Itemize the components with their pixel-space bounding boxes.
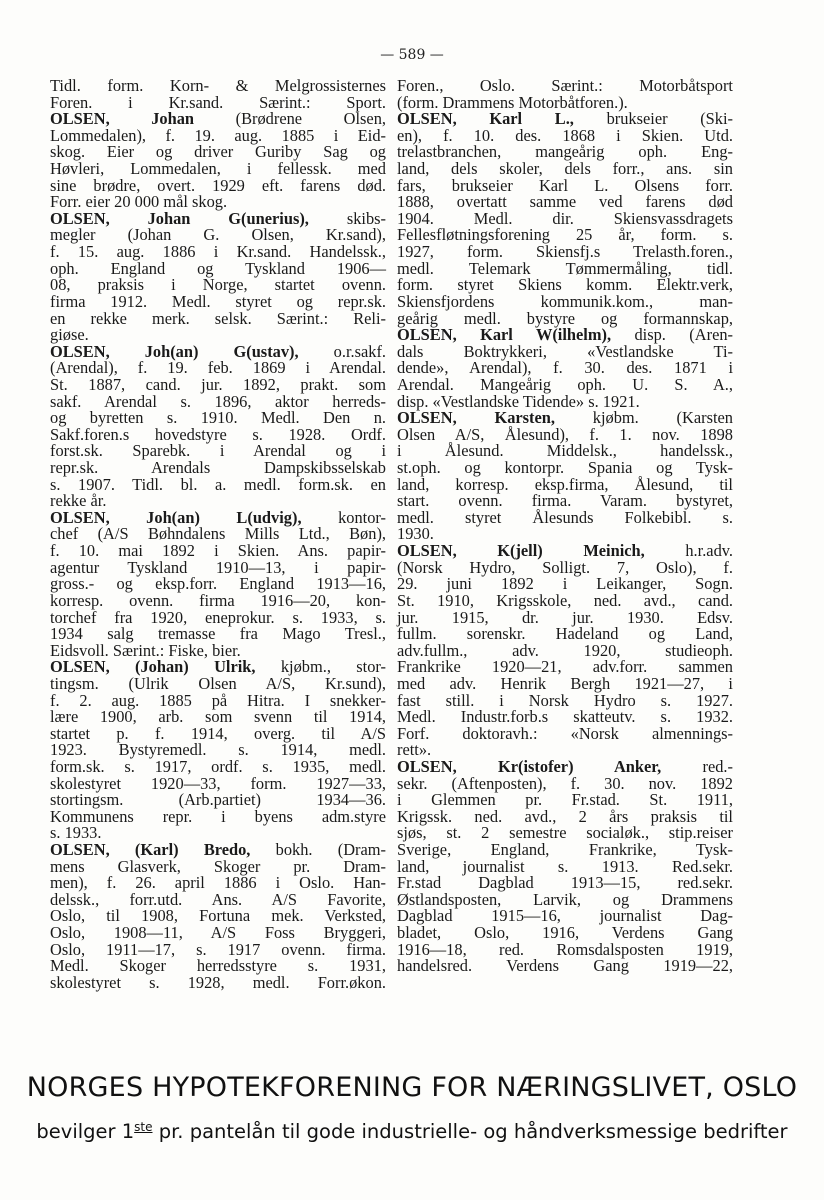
text-line: fullm. sorenskr. Hadeland og Land,	[397, 624, 733, 644]
entry-name: OLSEN, Johan G(unerius),	[50, 208, 309, 228]
text-line: Kommunens repr. i byens adm.styre	[50, 806, 386, 826]
text-line: rett».	[397, 740, 432, 760]
text-line: med adv. Henrik Bergh 1921—27, i	[397, 673, 733, 693]
text-line: trelastbranchen, mangeårig oph. Eng-	[397, 142, 733, 162]
text-line: Forr. eier 20 000 mål skog.	[50, 192, 228, 212]
entry-name: OLSEN, Johan	[50, 109, 195, 129]
text-line: 1916—18, red. Romsdalsposten 1919,	[397, 939, 733, 959]
text-line: Eidsvoll. Særint.: Fiske, bier.	[50, 640, 241, 660]
text-line: 1923. Bystyremedl. s. 1914, medl.	[50, 740, 386, 760]
text-line: 1934 salg tremasse fra Mago Tresl.,	[50, 624, 386, 644]
text-line: Olsen A/S, Ålesund), f. 1. nov. 1898	[397, 424, 733, 444]
left-text-column	[50, 78, 386, 992]
text-line: handelsred. Verdens Gang 1919—22,	[397, 956, 733, 976]
text-line: land, korresp. eksp.firma, Ålesund, til	[397, 474, 733, 494]
text-line: chef (A/S Bøhndalens Mills Ltd., Bøn),	[50, 524, 386, 544]
right-text-column	[397, 78, 733, 975]
text-line: forst.sk. Sparebk. i Arendal og i	[50, 441, 386, 461]
entry-name: OLSEN, Karsten,	[397, 408, 555, 428]
text-line: form.sk. s. 1917, ordf. s. 1935, medl.	[50, 756, 386, 776]
text-line: f. 2. aug. 1885 på Hitra. I snekker-	[50, 690, 386, 710]
text-line: Sakf.foren.s hovedstyre s. 1928. Ordf.	[50, 424, 386, 444]
text-line: og byretten s. 1910. Medl. Den n.	[50, 408, 386, 428]
text-line: OLSEN, Johan G(unerius), skibs-	[50, 208, 386, 228]
text-line: stortingsm. (Arb.partiet) 1934—36.	[50, 790, 386, 810]
text-line: s. 1907. Tidl. bl. a. medl. form.sk. en	[50, 474, 386, 494]
advertisement-subtitle-superscript: ste	[134, 1120, 153, 1134]
text-line: sine brødre, overt. 1929 eft. farens død.	[50, 175, 386, 195]
text-line: geårig medl. bystyre og formannskap,	[397, 308, 733, 328]
text-line: Fellesfløtningsforening 25 år, form. s.	[397, 225, 733, 245]
entry-name: OLSEN, Karl L.,	[397, 109, 574, 129]
entry-name: OLSEN, Joh(an) G(ustav),	[50, 341, 299, 361]
text-line: Lommedalen), f. 19. aug. 1885 i Eid-	[50, 125, 386, 145]
text-line: jur. 1915, dr. jur. 1930. Edsv.	[397, 607, 733, 627]
text-line: dende», Arendal), f. 30. des. 1871 i	[397, 358, 733, 378]
text-line: agentur Tyskland 1910—13, i papir-	[50, 557, 386, 577]
text-line: OLSEN, K(jell) Meinich, h.r.adv.	[397, 541, 733, 561]
text-line: f. 15. aug. 1886 i Kr.sand. Handelssk.,	[50, 242, 386, 262]
text-line: 1888, overtatt samme ved farens død	[397, 192, 733, 212]
entry-name: OLSEN, Kr(istofer) Anker,	[397, 756, 662, 776]
text-line: medl. Telemark Tømmermåling, tidl.	[397, 258, 733, 278]
text-line: 29. juni 1892 i Leikanger, Sogn.	[397, 574, 733, 594]
text-line: fast still. i Norsk Hydro s. 1927.	[397, 690, 733, 710]
entry-name: OLSEN, (Karl) Bredo,	[50, 840, 251, 860]
text-line: OLSEN, (Johan) Ulrik, kjøbm., stor-	[50, 657, 386, 677]
text-line: tingsm. (Ulrik Olsen A/S, Kr.sund),	[50, 673, 386, 693]
text-line: OLSEN, Joh(an) L(udvig), kontor-	[50, 507, 387, 527]
text-line: sakf. Arendal s. 1896, aktor herreds-	[50, 391, 386, 411]
text-line: Sverige, England, Frankrike, Tysk-	[397, 840, 733, 860]
text-line: sjøs, st. 2 semestre socialøk., stip.reiser	[397, 823, 733, 843]
text-line: OLSEN, Karl W(ilhelm), disp. (Aren-	[397, 325, 733, 345]
text-line: men), f. 26. april 1886 i Oslo. Han-	[50, 873, 386, 893]
text-line: 08, praksis i Norge, startet ovenn.	[50, 275, 386, 295]
text-line: Arendal. Mangeårig oph. U. S. A.,	[397, 374, 733, 394]
text-line: OLSEN, Karsten, kjøbm. (Karsten	[397, 408, 733, 428]
entry-name: OLSEN, Joh(an) L(udvig),	[50, 507, 302, 527]
text-line: torchef fra 1920, eneprokur. s. 1933, s.	[50, 607, 386, 627]
page-number: — 589 —	[380, 47, 444, 63]
text-line: Skiensfjordens kommunik.kom., man-	[397, 291, 733, 311]
entry-name: OLSEN, Karl W(ilhelm),	[397, 325, 612, 345]
text-line: start. ovenn. firma. Varam. bystyret,	[397, 491, 733, 511]
advertisement-subtitle-end: pr. pantelån til gode industrielle- og håndverksmessige bedrifter	[152, 1120, 788, 1143]
entry-name: OLSEN, (Johan) Ulrik,	[50, 657, 256, 677]
text-line: (form. Drammens Motorbåtforen.).	[397, 92, 628, 112]
text-line: Krigssk. ned. avd., 2 års praksis til	[397, 806, 733, 826]
text-line: en), f. 10. des. 1868 i Skien. Utd.	[397, 125, 733, 145]
text-line: mens Glasverk, Skoger pr. Dram-	[50, 856, 386, 876]
text-line: skog. Eier og driver Guriby Sag og	[50, 142, 386, 162]
text-line: sekr. (Aftenposten), f. 30. nov. 1892	[397, 773, 733, 793]
text-line: Fr.stad Dagblad 1913—15, red.sekr.	[397, 873, 733, 893]
text-line: fars, brukseier Karl L. Olsens forr.	[397, 175, 733, 195]
text-line: disp. «Vestlandske Tidende» s. 1921.	[397, 391, 640, 411]
advertisement-subtitle	[0, 1120, 824, 1143]
text-line: 1930.	[397, 524, 434, 544]
text-line: megler (Johan G. Olsen, Kr.sand),	[50, 225, 386, 245]
text-line: land, dels skoler, dels forr., ans. sin	[397, 159, 733, 179]
text-line: land, journalist s. 1913. Red.sekr.	[397, 856, 733, 876]
text-line: St. 1887, cand. jur. 1892, prakt. som	[50, 374, 386, 394]
text-line: Høvleri, Lommedalen, i fellessk. med	[50, 159, 386, 179]
text-line: repr.sk. Arendals Dampskibsselskab	[50, 458, 386, 478]
text-line: 1904. Medl. dir. Skiensvassdragets	[397, 208, 733, 228]
text-line: Medl. Industr.forb.s skatteutv. s. 1932.	[397, 707, 733, 727]
text-line: Tidl. form. Korn- & Melgrossisternes	[50, 76, 386, 95]
text-line: oph. England og Tyskland 1906—	[50, 258, 386, 278]
text-line: firma 1912. Medl. styret og repr.sk.	[50, 291, 386, 311]
entry-name: OLSEN, K(jell) Meinich,	[397, 541, 645, 561]
text-line: startet p. f. 1914, overg. til A/S	[50, 723, 386, 743]
advertisement-title: NORGES HYPOTEKFORENING FOR NÆRINGSLIVET, OSLO	[26, 1072, 798, 1103]
text-line: adv.fullm., adv. 1920, studieoph.	[397, 640, 733, 660]
text-line: OLSEN, Karl L., brukseier (Ski-	[397, 109, 734, 129]
text-line: rekke år.	[50, 491, 107, 511]
text-line: St. 1910, Krigsskole, ned. avd., cand.	[397, 590, 733, 610]
text-line: OLSEN, (Karl) Bredo, bokh. (Dram-	[50, 840, 386, 860]
text-line: f. 10. mai 1892 i Skien. Ans. papir-	[50, 541, 386, 561]
text-line: en rekke merk. selsk. Særint.: Reli-	[50, 308, 386, 328]
text-line: korresp. ovenn. firma 1916—20, kon-	[50, 590, 386, 610]
text-line: skolestyret s. 1928, medl. Forr.økon.	[50, 972, 386, 992]
text-line: Frankrike 1920—21, adv.forr. sammen	[397, 657, 733, 677]
text-line: form. styret Skiens komm. Elektr.verk,	[397, 275, 733, 295]
text-line: st.oph. og kontorpr. Spania og Tysk-	[397, 458, 733, 478]
text-line: Oslo, 1908—11, A/S Foss Bryggeri,	[50, 923, 386, 943]
text-line: i Glemmen pr. Fr.stad. St. 1911,	[397, 790, 733, 810]
text-line: Oslo, til 1908, Fortuna mek. Verksted,	[50, 906, 386, 926]
text-line: Foren., Oslo. Særint.: Motorbåtsport	[397, 76, 733, 95]
text-line: skolestyret 1920—33, form. 1927—33,	[50, 773, 386, 793]
text-line: delssk., forr.utd. Ans. A/S Favorite,	[50, 889, 386, 909]
text-line: Foren. i Kr.sand. Særint.: Sport.	[50, 92, 386, 112]
advertisement-subtitle-start: bevilger 1	[36, 1120, 135, 1143]
text-line: 1927, form. Skiensfj.s Trelasth.foren.,	[397, 242, 733, 262]
text-line: s. 1933.	[50, 823, 102, 843]
text-line: OLSEN, Johan (Brødrene Olsen,	[50, 109, 386, 129]
text-line: Dagblad 1915—16, journalist Dag-	[397, 906, 733, 926]
text-line: (Arendal), f. 19. feb. 1869 i Arendal.	[50, 358, 386, 378]
text-line: medl. styret Ålesunds Folkebibl. s.	[397, 507, 733, 527]
text-line: OLSEN, Kr(istofer) Anker, red.-	[397, 756, 733, 776]
text-line: i Ålesund. Middelsk., handelssk.,	[397, 441, 733, 461]
text-line: Forf. doktoravh.: «Norsk almennings-	[397, 723, 733, 743]
text-line: dals Boktrykkeri, «Vestlandske Ti-	[397, 341, 733, 361]
text-line: (Norsk Hydro, Solligt. 7, Oslo), f.	[397, 557, 733, 577]
text-line: lære 1900, arb. som svenn til 1914,	[50, 707, 386, 727]
text-line: gross.- og eksp.forr. England 1913—16,	[50, 574, 386, 594]
text-line: OLSEN, Joh(an) G(ustav), o.r.sakf.	[50, 341, 387, 361]
text-line: Oslo, 1911—17, s. 1917 ovenn. firma.	[50, 939, 386, 959]
text-line: giøse.	[50, 325, 89, 345]
text-line: bladet, Oslo, 1916, Verdens Gang	[397, 923, 733, 943]
text-line: Østlandsposten, Larvik, og Drammens	[397, 889, 733, 909]
text-line: Medl. Skoger herredsstyre s. 1931,	[50, 956, 386, 976]
